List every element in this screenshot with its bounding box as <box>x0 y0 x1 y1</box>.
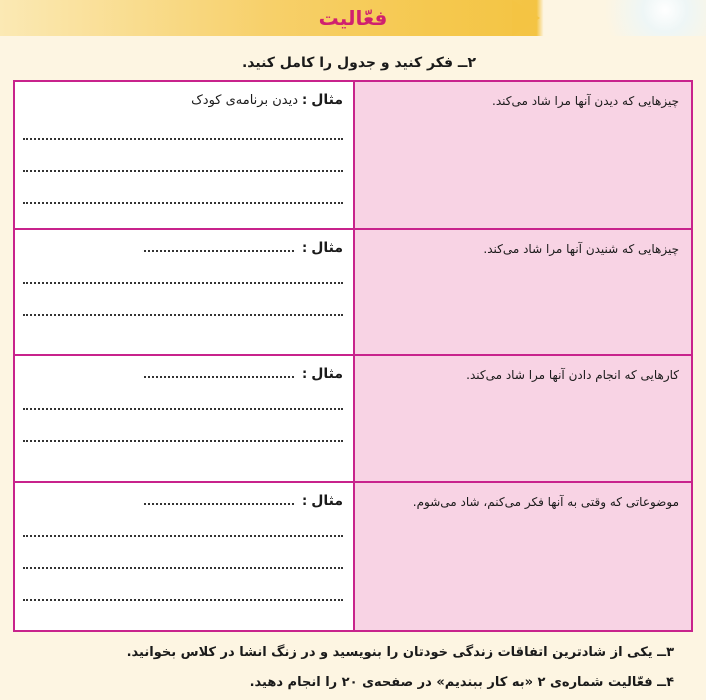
example-line-2 <box>144 240 343 256</box>
example-blank-dots[interactable] <box>144 501 294 505</box>
writing-line[interactable] <box>23 170 343 172</box>
prompt-cell-3 <box>355 356 691 483</box>
writing-line[interactable] <box>23 535 343 537</box>
prompt-text: چیزهایی که دیدن آنها مرا شاد می‌کند. <box>492 94 679 108</box>
example-colon: : <box>302 93 308 108</box>
activity-banner <box>0 0 706 36</box>
example-label: مثال <box>311 493 343 509</box>
writing-line[interactable] <box>23 599 343 601</box>
writing-line[interactable] <box>23 408 343 410</box>
question-2-heading: ۲ــ فکر کنید و جدول را کامل کنید. <box>241 55 476 71</box>
activity-table <box>13 80 693 632</box>
example-blank-dots[interactable] <box>144 248 294 252</box>
prompt-text: کارهایی که انجام دادن آنها مرا شاد می‌کند. <box>466 368 679 382</box>
example-blank-dots[interactable] <box>144 374 294 378</box>
writing-line[interactable] <box>23 567 343 569</box>
example-line-1 <box>191 92 343 108</box>
answer-cell-2[interactable] <box>15 230 355 356</box>
example-colon: : <box>302 241 308 256</box>
example-colon: : <box>302 367 308 382</box>
prompt-cell-2 <box>355 230 691 356</box>
example-text: دیدن برنامه‌ی کودک <box>191 93 298 108</box>
prompt-text: چیزهایی که شنیدن آنها مرا شاد می‌کند. <box>483 242 679 256</box>
writing-line[interactable] <box>23 440 343 442</box>
question-3-text: ۳ــ یکی از شادترین اتفاقات زندگی خودتان را بنویسید و در زنگ انشا در کلاس بخوانید. <box>126 645 674 660</box>
example-line-4 <box>144 493 343 509</box>
prompt-cell-1 <box>355 82 691 230</box>
example-colon: : <box>302 494 308 509</box>
example-label: مثال <box>311 240 343 256</box>
answer-cell-4[interactable] <box>15 483 355 630</box>
prompt-text: موضوعاتی که وقتی به آنها فکر می‌کنم، شاد می‌شوم. <box>412 495 679 509</box>
answer-cell-1[interactable] <box>15 82 355 230</box>
example-label: مثال <box>311 92 343 108</box>
writing-line[interactable] <box>23 202 343 204</box>
example-label: مثال <box>311 366 343 382</box>
prompt-cell-4 <box>355 483 691 630</box>
writing-line[interactable] <box>23 282 343 284</box>
writing-line[interactable] <box>23 138 343 140</box>
answer-cell-3[interactable] <box>15 356 355 483</box>
question-4-text: ۴ــ فعّالیت شماره‌ی ۲ «به کار ببندیم» در صفحه‌ی ۲۰ را انجام دهید. <box>249 675 674 690</box>
banner-title: فعّالیت <box>318 6 388 30</box>
example-line-3 <box>144 366 343 382</box>
writing-line[interactable] <box>23 314 343 316</box>
